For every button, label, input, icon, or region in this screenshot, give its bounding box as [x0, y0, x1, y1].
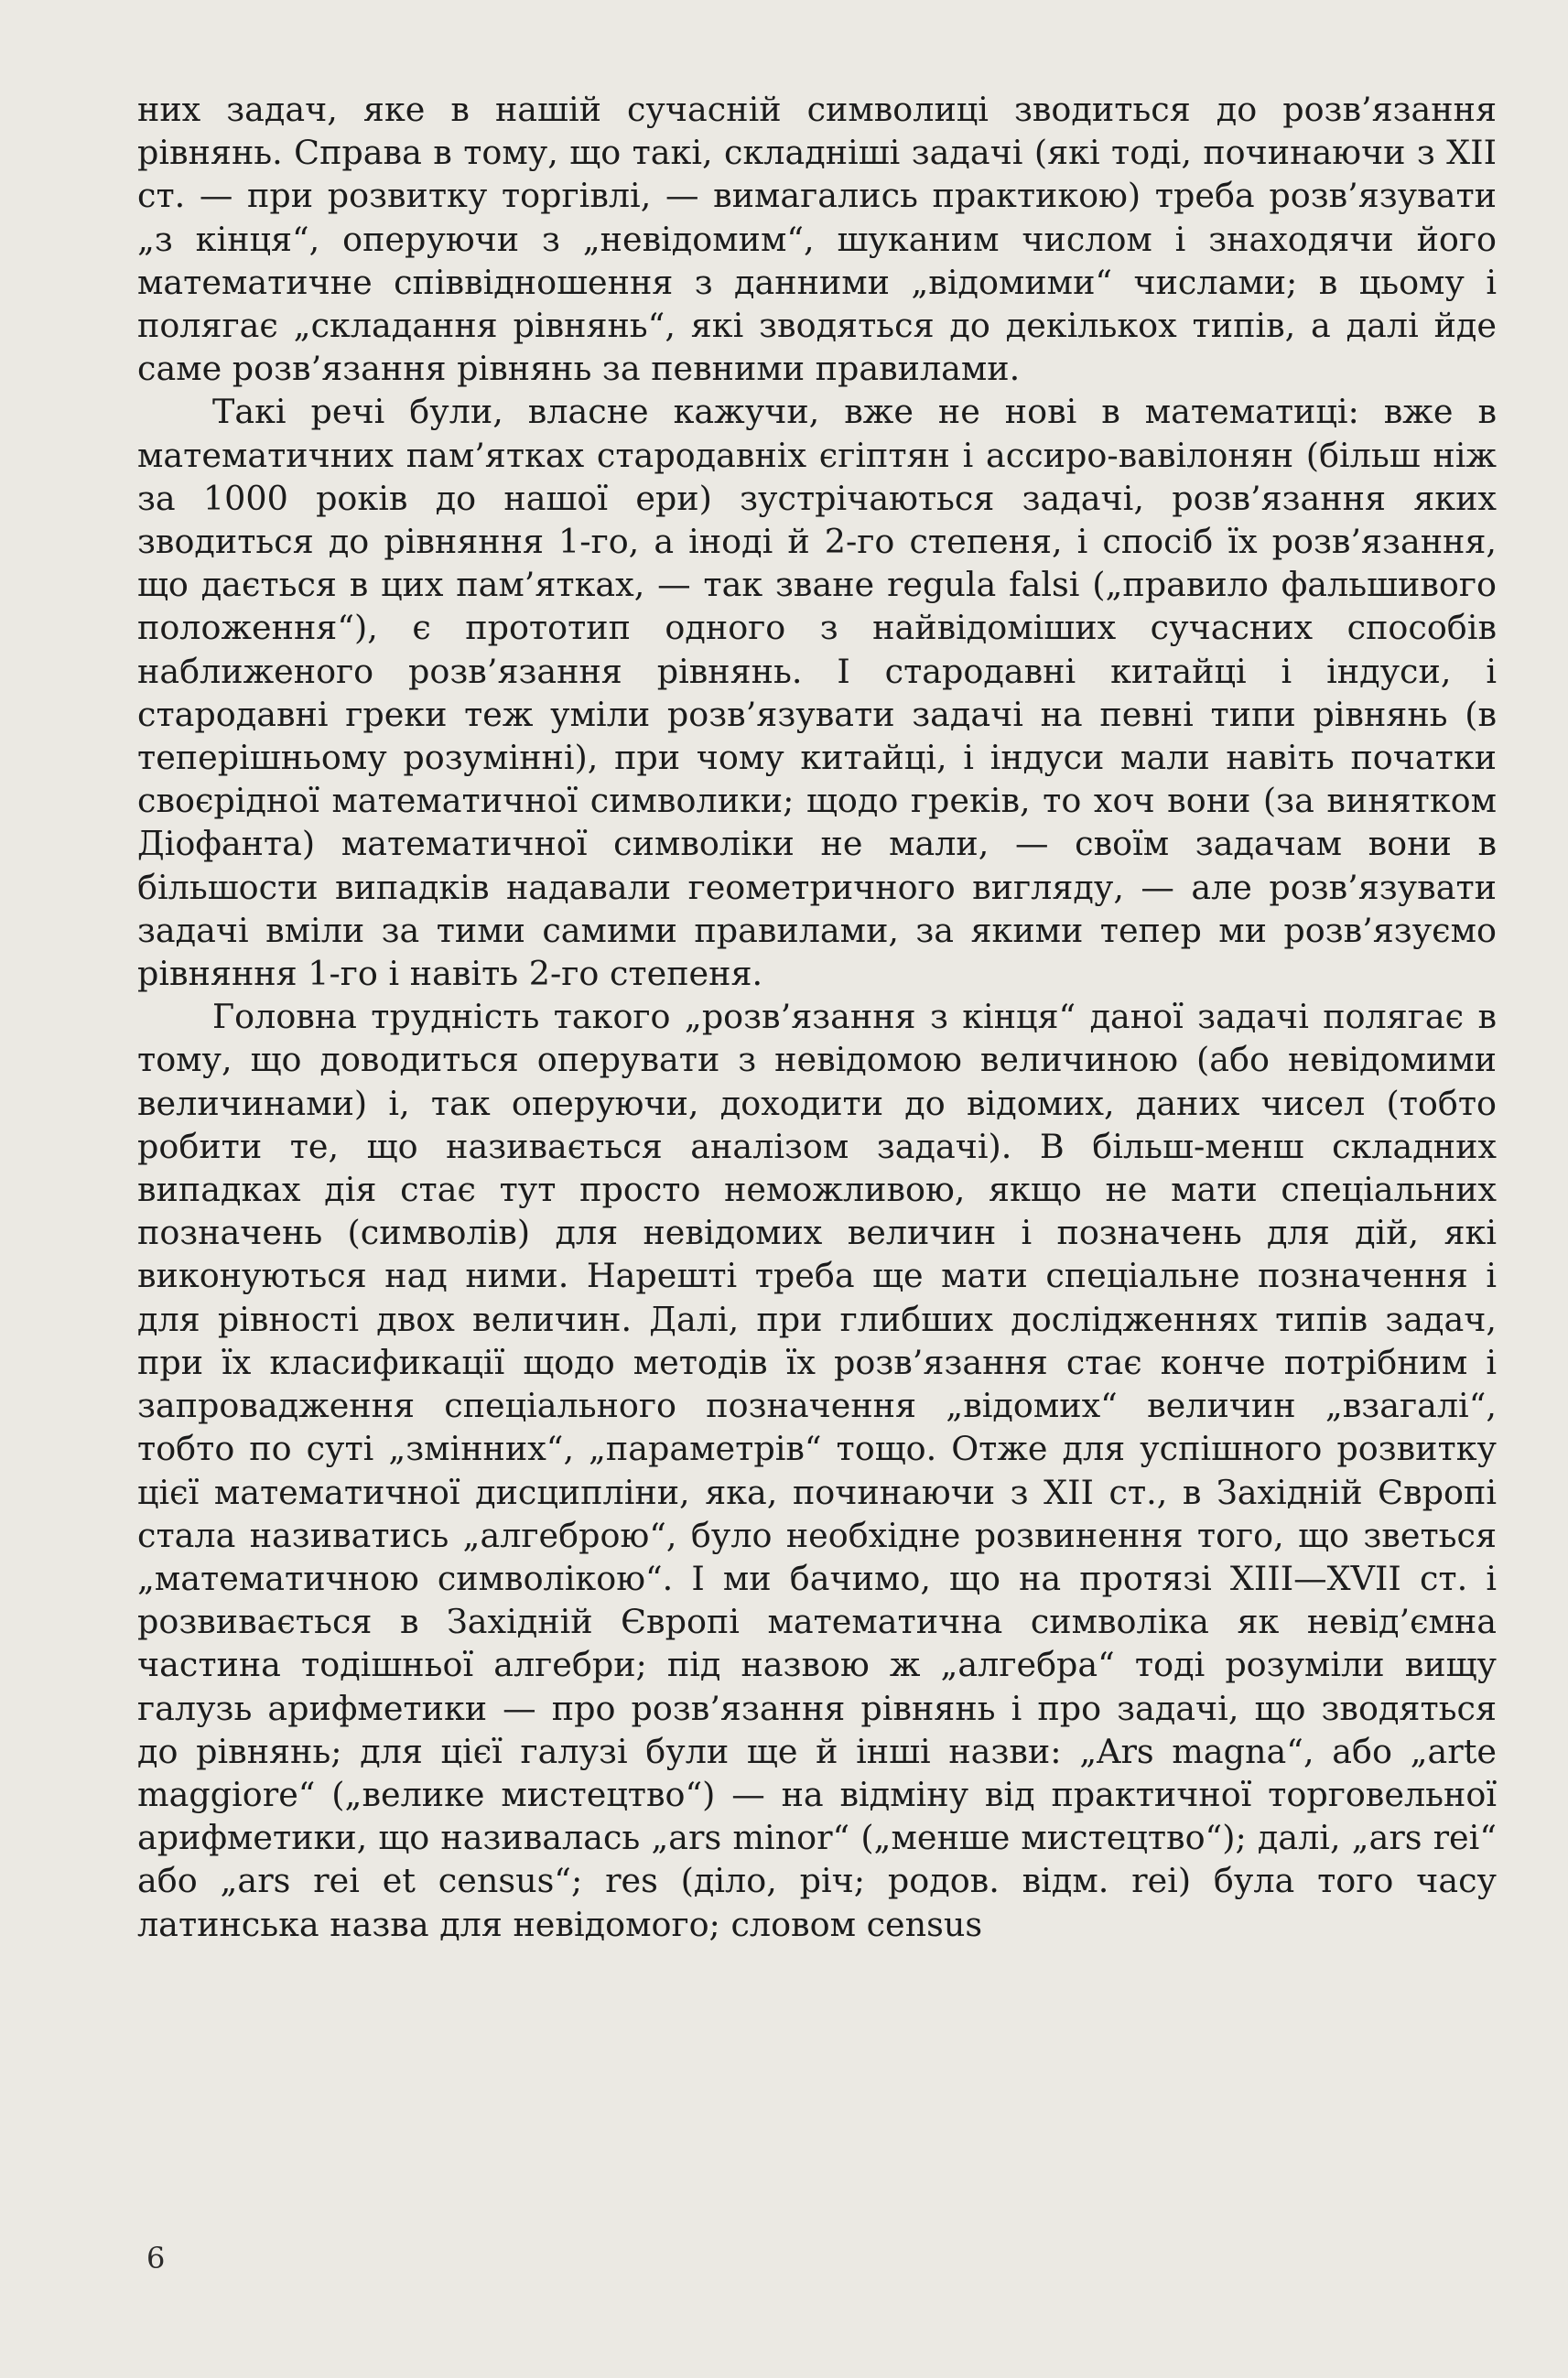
paragraph-3: Головна трудність такого „розв’язання з кінця“ даної задачі полягає в тому, що доводиться оперувати з невідомою величиною (або невідомими величинами) і, так оперуючи, доходити до відомих, даних чисел (тобто робити те, що називається аналізом задачі). В більш-менш складних випадках дія стає тут просто неможливою, якщо не мати спеціальних позначень (символів) для невідомих величин і позначень для дій, які виконуються над ними. Нарешті треба ще мати спеціальне позначення і для рівності двох величин. Далі, при глибших дослідженнях типів задач, при їх класификації щодо методів їх розв’язання стає конче потрібним і запровадження спеціального позначення „відомих“ величин „взагалі“, тобто по суті „змінних“, „параметрів“ тощо. Отже для успішного розвитку цієї математичної дисципліни, яка, починаючи з XII ст., в Західній Європі стала називатись „алгеброю“, було необхідне розвинення того, що зветься „математичною символікою“. І ми бачимо, що на протязі XIII—XVII ст. і розвивається в Західній Європі математична символіка як невід’ємна частина тодішньої алгебри; під назвою ж „алгебра“ тоді розуміли вищу галузь арифметики — про розв’язання рівнянь і про задачі, що зводяться до рівнянь; для цієї галузі були ще й інші назви: „Ars magna“, або „arte maggiore“ („велике мистецтво“) — на відміну від практичної торговельної арифметики, що називалась „ars minor“ („менше мистецтво“); далі, „ars rei“ або „ars rei et census“; res (діло, річ; родов. відм. rei) була того часу латинська назва для невідомого; словом census	[137, 997, 1497, 1944]
paragraph-1: них задач, яке в нашій сучасній символиці зводиться до розв’язання рівнянь. Справа в тому, що такі, складніші задачі (які тоді, починаючи з XII ст. — при розвитку торгівлі, — вимагались практикою) треба розв’язувати „з кінця“, оперуючи з „невідомим“, шуканим числом і знаходячи його математичне співвідношення з данними „відомими“ числами; в цьому і полягає „складання рівнянь“, які зводяться до декількох типів, а далі йде саме розв’язання рівнянь за певними правилами.	[137, 90, 1497, 389]
body-text	[137, 88, 1497, 1946]
page-number: 6	[146, 2241, 166, 2275]
paragraph-2: Такі речі були, власне кажучи, вже не нові в математиці: вже в математичних пам’ятках стародавніх єгіптян і ассиро-вавілонян (більш ніж за 1000 років до нашої ери) зустрічаються задачі, розв’язання яких зводиться до рівняння 1-го, а іноді й 2-го степеня, і спосіб їх розв’язання, що дається в цих пам’ятках, — так зване regula falsi („правило фальшивого положення“), є прототип одного з найвідоміших сучасних способів наближеного розв’язання рівнянь. І стародавні китайці і індуси, і стародавні греки теж уміли розв’язувати задачі на певні типи рівнянь (в теперішньому розумінні), при чому китайці, і індуси мали навіть початки своєрідної математичної символики; щодо греків, то хоч вони (за винятком Діофанта) математичної символіки не мали, — своїм задачам вони в більшости випадків надавали геометричного вигляду, — але розв’язувати задачі вміли за тими самими правилами, за якими тепер ми розв’язуємо рівняння 1-го і навіть 2-го степеня.	[137, 392, 1497, 994]
